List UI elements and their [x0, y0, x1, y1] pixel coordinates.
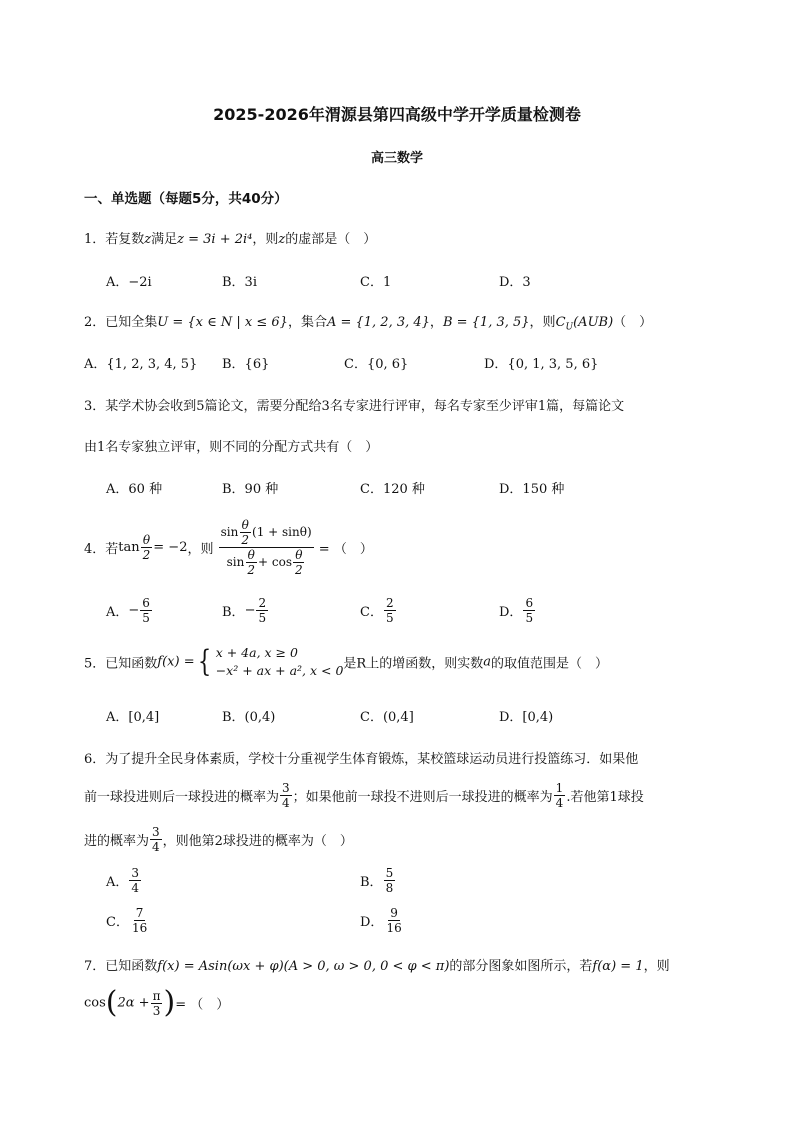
q1-text: 满足	[151, 232, 178, 247]
q6-option-den: 8	[385, 881, 394, 895]
q4-text: = （ ）	[318, 542, 373, 557]
q4-option-c	[360, 596, 397, 625]
q6-option-label: D．	[360, 915, 384, 930]
q3-option-a: A．60 种	[106, 482, 163, 497]
q5-option-c: C．(0,4]	[360, 710, 414, 725]
q4-half-theta	[293, 548, 305, 577]
q4-theta: θ	[241, 518, 249, 532]
q6-option-label: B．	[360, 875, 383, 890]
question-1	[84, 228, 376, 247]
q5-option-a: A．[0,4]	[106, 710, 160, 725]
q3-line-2: 由1名专家独立评审，则不同的分配方式共有（ ）	[84, 440, 379, 455]
q2-text: （ ）	[613, 315, 653, 330]
q6-frac	[150, 825, 162, 854]
q2-option-d: D．{0, 1, 3, 5, 6}	[484, 357, 599, 372]
q6-option-num: 3	[131, 866, 140, 880]
q4-text: 4．若	[84, 542, 119, 557]
q4-half-theta	[239, 518, 251, 547]
q4-main-fraction	[219, 518, 314, 577]
q5-cases	[216, 644, 344, 680]
q2-text: 2．已知全集	[84, 315, 158, 330]
q1-option-c: C．1	[360, 275, 392, 290]
q6-option-label: C．	[106, 915, 129, 930]
q7-formula: f(x) = Asin(ωx + φ)(A > 0, ω > 0, 0 < φ < π)	[157, 959, 450, 974]
q1-text: 的虚部是（ ）	[285, 232, 377, 247]
q2-expr-sub: U	[565, 322, 574, 333]
q2-expr: C	[555, 315, 566, 330]
q3-line-1: 3．某学术协会收到5篇论文，需要分配给3名专家进行评审，每名专家至少评审1篇，每篇论文	[84, 399, 625, 414]
q4-tan: tan	[118, 540, 140, 555]
q7-right-paren: )	[163, 985, 176, 1020]
q4-two: 2	[247, 563, 256, 577]
q1-formula: z = 3i + 2i⁴	[177, 232, 253, 247]
q2-text: ，集合	[287, 315, 327, 330]
q4-option-num: 2	[385, 596, 394, 610]
q4-option-num: 6	[525, 596, 534, 610]
q4-option-den: 5	[142, 611, 150, 625]
q4-option-sign: −	[244, 603, 256, 618]
q4-option-num: 6	[142, 596, 150, 610]
q1-option-b: B．3i	[222, 275, 257, 290]
q3-option-d: D．150 种	[499, 482, 565, 497]
q7-text: 的部分图象如图所示，若	[449, 959, 593, 974]
q4-option-frac	[140, 596, 152, 625]
q7-text: ，则	[643, 959, 670, 974]
q4-option-d	[499, 596, 536, 625]
q7-three: 3	[152, 1003, 161, 1018]
q7-inner: 2α +	[117, 995, 150, 1011]
q6-option-frac	[384, 866, 396, 895]
q5-text: 的取值范围是（ ）	[490, 656, 608, 672]
q6-frac-num: 3	[152, 825, 160, 839]
q2-text: ，	[429, 315, 443, 330]
q1-text: 1．若复数	[84, 232, 145, 247]
q4-denominator	[225, 548, 308, 577]
q6-option-d	[360, 906, 405, 935]
q7-text: 7．已知函数	[84, 959, 158, 974]
q2-option-c: C．{0, 6}	[344, 357, 409, 372]
q5-case-1: x + 4a, x ≥ 0	[215, 645, 298, 660]
q6-option-frac	[129, 866, 141, 895]
q6-text: ，则他第2球投进的概率为（ ）	[162, 834, 353, 849]
q5-text: 是R上的增函数，则实数	[343, 656, 484, 672]
q4-theta: θ	[247, 548, 255, 562]
q2-set-a: A = {1, 2, 3, 4}	[326, 315, 430, 330]
q4-option-label: B．	[222, 605, 245, 620]
q6-option-num: 7	[135, 906, 144, 920]
q6-text: 进的概率为	[84, 834, 150, 849]
question-2	[84, 311, 652, 333]
q2-expr-tail: (AUB)	[573, 315, 614, 330]
section-heading: 一、单选题（每题5分，共40分）	[84, 191, 288, 207]
q4-num-tail: (1 + sinθ)	[252, 525, 312, 539]
q3-option-b: B．90 种	[222, 482, 279, 497]
q2-text: ，则	[529, 315, 556, 330]
q4-den-plus: + cos	[258, 555, 292, 569]
q6-frac-den: 4	[152, 840, 160, 854]
q1-var: z	[278, 232, 286, 247]
q6-text: 前一球投进则后一球投进的概率为	[84, 790, 280, 805]
q4-option-label: C．	[360, 605, 383, 620]
q4-option-sign: −	[128, 603, 140, 618]
q6-frac-num: 1	[555, 781, 564, 795]
q4-half-theta	[141, 533, 153, 562]
q2-set-u: U = {x ∈ N | x ≤ 6}	[157, 315, 288, 330]
q2-option-a: A．{1, 2, 3, 4, 5}	[84, 357, 198, 372]
q1-text: ，则	[252, 232, 279, 247]
question-5	[84, 644, 608, 680]
question-7	[84, 955, 670, 974]
q7-cos: cos	[84, 995, 106, 1011]
q6-option-num: 9	[390, 906, 398, 920]
q1-option-a: A．−2i	[106, 275, 152, 290]
q4-eq: = −2	[153, 540, 188, 555]
q6-frac-den: 4	[555, 796, 564, 810]
exam-subtitle: 高三数学	[370, 151, 423, 166]
q5-var: a	[483, 654, 491, 670]
q4-sin: sin	[220, 525, 239, 539]
q7-tail: = （ ）	[175, 997, 230, 1013]
q6-option-c	[106, 906, 150, 935]
q3-option-c: C．120 种	[360, 482, 425, 497]
q6-frac-num: 3	[282, 781, 290, 795]
q6-text: ；如果他前一球投不进则后一球投进的概率为	[292, 790, 553, 805]
q7-frac	[151, 989, 163, 1018]
q4-option-frac	[523, 596, 535, 625]
question-4	[84, 518, 373, 577]
q4-option-a	[106, 596, 153, 625]
q4-two: 2	[295, 563, 303, 577]
q4-theta: θ	[295, 548, 303, 562]
q6-option-den: 4	[131, 881, 140, 895]
q4-option-num: 2	[258, 596, 267, 610]
q6-text: .若他第1球投	[566, 790, 644, 805]
q2-option-b: B．{6}	[222, 357, 270, 372]
q4-half-theta	[245, 548, 257, 577]
q4-sin: sin	[226, 555, 245, 569]
q2-set-b: B = {1, 3, 5}	[442, 315, 530, 330]
q7-condition: f(α) = 1	[592, 959, 644, 974]
q7-line-2	[84, 985, 230, 1020]
q6-line-2	[84, 781, 644, 810]
q4-option-den: 5	[385, 611, 394, 625]
q4-two: 2	[241, 533, 250, 547]
q4-option-frac	[384, 596, 396, 625]
q4-theta: θ	[142, 533, 151, 547]
q5-text: 5．已知函数	[84, 656, 158, 672]
q4-option-b	[222, 596, 269, 625]
q5-fx: f(x) =	[157, 654, 195, 670]
q6-frac	[280, 781, 292, 810]
q6-frac	[554, 781, 566, 810]
q6-option-frac	[384, 906, 403, 935]
q6-option-a	[106, 866, 142, 895]
q4-option-den: 5	[525, 611, 534, 625]
q6-option-den: 16	[386, 921, 402, 935]
q6-line-3	[84, 825, 353, 854]
q1-var: z	[144, 232, 152, 247]
q6-option-den: 16	[131, 921, 148, 935]
q7-left-paren: (	[105, 985, 118, 1020]
q4-option-label: D．	[499, 605, 523, 620]
q5-option-d: D．[0,4)	[499, 710, 554, 725]
q4-text: ，则	[187, 542, 214, 557]
q7-pi: π	[152, 988, 161, 1003]
q4-option-label: A．	[106, 605, 129, 620]
q6-option-label: A．	[106, 875, 129, 890]
q1-option-d: D．3	[499, 275, 531, 290]
q6-option-frac	[130, 906, 149, 935]
q5-brace: {	[197, 644, 211, 679]
q6-option-b	[360, 866, 396, 895]
q6-option-num: 5	[385, 866, 394, 880]
q5-option-b: B．(0,4)	[222, 710, 276, 725]
exam-title: 2025-2026年渭源县第四高级中学开学质量检测卷	[213, 105, 581, 124]
q5-case-2: −x² + ax + a², x < 0	[215, 663, 344, 678]
q4-option-frac	[256, 596, 268, 625]
q6-frac-den: 4	[282, 796, 290, 810]
q4-two: 2	[142, 548, 151, 562]
q6-line-1: 6．为了提升全民身体素质，学校十分重视学生体育锻炼，某校篮球运动员进行投篮练习．如果他	[84, 752, 639, 767]
q4-option-den: 5	[258, 611, 267, 625]
q4-numerator	[219, 518, 314, 548]
